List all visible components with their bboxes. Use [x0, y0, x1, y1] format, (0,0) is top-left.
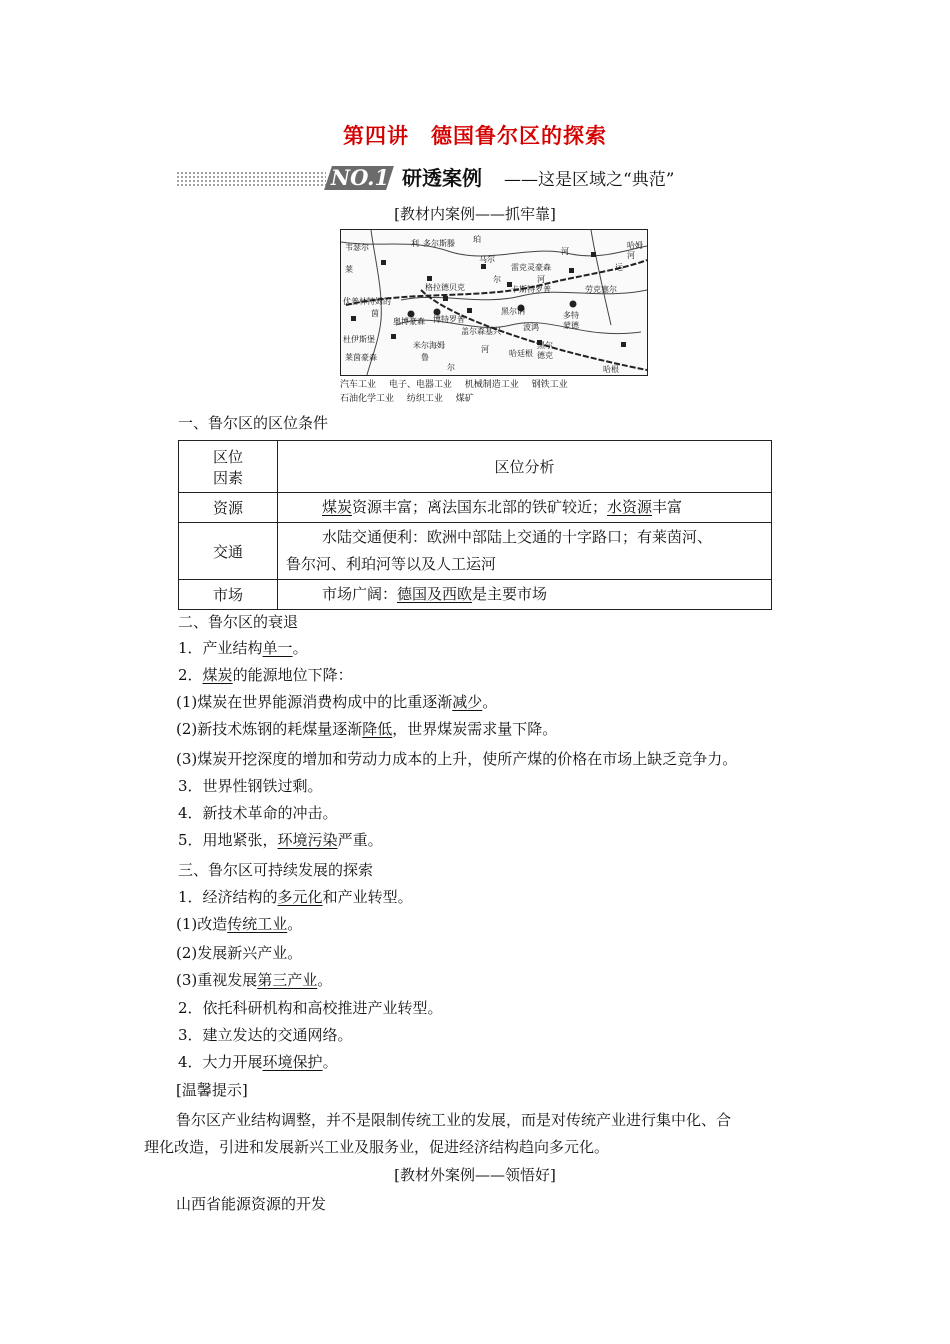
- u: 第三产业: [257, 971, 318, 989]
- svg-text:哈根: 哈根: [603, 365, 619, 374]
- t: 1．产业结构: [178, 639, 263, 657]
- t: 的能源地位下降：: [232, 666, 353, 684]
- svg-text:格拉德贝克: 格拉德贝克: [425, 283, 465, 292]
- s2-line5: (3)煤炭开挖深度的增加和劳动力成本的上升，使所产煤的价格在市场上缺乏竞争力。: [176, 750, 738, 768]
- analysis-transport: [278, 523, 772, 580]
- u: 环境污染: [277, 831, 338, 849]
- s3-line4: [176, 970, 332, 990]
- svg-text:劳克塞尔: 劳克塞尔: [585, 285, 617, 294]
- svg-text:莱茵豪森: 莱茵豪森: [345, 353, 377, 362]
- s2-line7: 4．新技术革命的冲击。: [178, 804, 338, 822]
- transport-line2: 鲁尔河、利珀河等以及人工运河: [286, 555, 497, 573]
- s3-line3: (2)发展新兴产业。: [176, 944, 303, 962]
- t: 5．用地紧张，: [178, 831, 278, 849]
- last-line: 山西省能源资源的开发: [176, 1195, 327, 1213]
- u: 降低: [362, 720, 393, 738]
- legend-coal: 煤矿: [455, 394, 474, 404]
- s2-line3: [176, 692, 497, 712]
- t: (3)重视发展: [176, 971, 258, 989]
- svg-text:卡斯特罗普: 卡斯特罗普: [511, 285, 551, 294]
- legend-petrochemical: 石油化学工业: [340, 394, 395, 404]
- s2-line4: [176, 719, 557, 739]
- svg-text:奥博豪森: 奥博豪森: [393, 317, 425, 326]
- outer-case-heading: [教材外案例——领悟好]: [394, 1166, 556, 1184]
- u: 煤炭: [202, 666, 233, 684]
- u: 减少: [452, 693, 483, 711]
- s2-line1: [178, 638, 308, 658]
- svg-text:尔: 尔: [493, 275, 501, 284]
- u-coal: 煤炭: [322, 498, 353, 516]
- s2-line6: 3．世界性钢铁过剩。: [178, 777, 323, 795]
- svg-text:莱: 莱: [345, 265, 353, 274]
- factor-transport: 交通: [179, 523, 278, 580]
- svg-text:河: 河: [561, 247, 569, 256]
- legend-auto: 汽车工业: [340, 380, 377, 390]
- t: 。: [292, 639, 308, 657]
- s3-line7: [178, 1052, 338, 1072]
- t: 。: [482, 693, 498, 711]
- svg-text:马尔: 马尔: [479, 255, 495, 264]
- svg-text:茵: 茵: [371, 309, 379, 318]
- tip-line2: 理化改造，引进和发展新兴工业及服务业，促进经济结构趋向多元化。: [144, 1138, 610, 1156]
- svg-text:多尔斯滕: 多尔斯滕: [423, 239, 455, 248]
- svg-text:黑尔: 黑尔: [537, 341, 553, 350]
- page-title: 第四讲 德国鲁尔区的探索: [343, 124, 607, 148]
- t: ，世界煤炭需求量下降。: [392, 720, 558, 738]
- t: 是主要市场: [472, 585, 548, 603]
- factor-market: 市场: [179, 580, 278, 610]
- table-header-factor: [179, 441, 278, 493]
- tip-line1: 鲁尔区产业结构调整，并不是限制传统工业的发展，而是对传统产业进行集中化、合: [176, 1111, 732, 1129]
- svg-text:雷克灵豪森: 雷克灵豪森: [511, 263, 551, 272]
- legend-electronics: 电子、电器工业: [388, 380, 452, 390]
- svg-text:运: 运: [615, 263, 623, 272]
- t: 市场广阔：: [322, 585, 398, 603]
- t: (2)新技术炼钢的耗煤量逐渐: [176, 720, 363, 738]
- svg-text:尔: 尔: [447, 363, 455, 372]
- u-water: 水资源: [607, 498, 653, 516]
- banner-number: NO.1: [330, 165, 390, 190]
- legend-machinery: 机械制造工业: [464, 380, 519, 390]
- s3-line1: [178, 887, 413, 907]
- table-row: [179, 523, 772, 580]
- banner-dots: [176, 171, 326, 187]
- s2-line8: [178, 830, 383, 850]
- section1-heading: 一、鲁尔区的区位条件: [178, 414, 329, 432]
- u: 多元化: [277, 888, 323, 906]
- tip-heading: [温馨提示]: [176, 1081, 248, 1099]
- table-row: [179, 580, 772, 610]
- t: 。: [322, 1053, 338, 1071]
- t: (1)煤炭在世界能源消费构成中的比重逐渐: [176, 693, 453, 711]
- svg-text:珀: 珀: [473, 235, 481, 244]
- transport-line1: 水陆交通便利：欧洲中部陆上交通的十字路口；有莱茵河、: [322, 528, 713, 546]
- svg-text:伏普林特姆的: 伏普林特姆的: [343, 297, 391, 306]
- map-legend: [340, 378, 660, 406]
- ruhr-map: [340, 229, 648, 376]
- section-banner: [176, 163, 736, 193]
- location-table: [178, 440, 772, 610]
- header-factor-line1: 区位: [212, 447, 243, 466]
- svg-text:杜伊斯堡: 杜伊斯堡: [343, 335, 375, 344]
- svg-text:米尔海姆: 米尔海姆: [413, 341, 445, 350]
- svg-text:黑尔讷: 黑尔讷: [501, 307, 525, 316]
- analysis-resource: [278, 493, 772, 523]
- banner-subtitle: ——这是区域之“典范”: [504, 170, 675, 190]
- t: 2．: [178, 666, 203, 684]
- s3-line2: [176, 914, 302, 934]
- t: 。: [317, 971, 333, 989]
- u: 传统工业: [227, 915, 288, 933]
- svg-text:哈廷根: 哈廷根: [509, 349, 533, 358]
- svg-text:鲁: 鲁: [421, 353, 429, 362]
- u: 环境保护: [262, 1053, 323, 1071]
- ruhr-map-graphic: [341, 230, 647, 375]
- s3-line6: 3．建立发达的交通网络。: [178, 1026, 353, 1044]
- svg-text:盖尔森基兴: 盖尔森基兴: [461, 327, 501, 336]
- t: 和产业转型。: [322, 888, 413, 906]
- s2-line2: [178, 665, 353, 685]
- table-row: [179, 493, 772, 523]
- inner-case-heading: [教材内案例——抓牢靠]: [394, 205, 556, 223]
- t: 4．大力开展: [178, 1053, 263, 1071]
- svg-text:河: 河: [627, 251, 635, 260]
- section3-heading: 三、鲁尔区可持续发展的探索: [178, 861, 374, 879]
- t: (1)改造: [176, 915, 228, 933]
- u-market: 德国及西欧: [397, 585, 473, 603]
- factor-resource: 资源: [179, 493, 278, 523]
- svg-text:韦瑟尔: 韦瑟尔: [345, 243, 369, 252]
- t: 严重。: [337, 831, 383, 849]
- svg-text:蒙德: 蒙德: [563, 321, 579, 330]
- svg-text:哈姆: 哈姆: [627, 241, 643, 250]
- s3-line5: 2．依托科研机构和高校推进产业转型。: [178, 999, 443, 1017]
- u: 单一: [262, 639, 293, 657]
- t: 。: [287, 915, 303, 933]
- svg-text:利: 利: [411, 239, 419, 248]
- t: 资源丰富；离法国东北部的铁矿较近；: [352, 498, 608, 516]
- analysis-market: [278, 580, 772, 610]
- header-factor-line2: 因素: [212, 468, 243, 487]
- section2-heading: 二、鲁尔区的衰退: [178, 613, 299, 631]
- table-header-analysis: 区位分析: [278, 441, 772, 493]
- banner-title: 研透案例: [402, 166, 482, 190]
- svg-text:德克: 德克: [537, 351, 553, 360]
- svg-text:波鸿: 波鸿: [523, 323, 539, 332]
- svg-text:博特罗普: 博特罗普: [433, 315, 465, 324]
- legend-textile: 纺织工业: [406, 394, 443, 404]
- svg-text:河: 河: [481, 345, 489, 354]
- svg-text:河: 河: [537, 275, 545, 284]
- svg-text:多特: 多特: [563, 311, 579, 320]
- t: 丰富: [652, 498, 683, 516]
- legend-steel: 钢铁工业: [531, 380, 568, 390]
- t: 1．经济结构的: [178, 888, 278, 906]
